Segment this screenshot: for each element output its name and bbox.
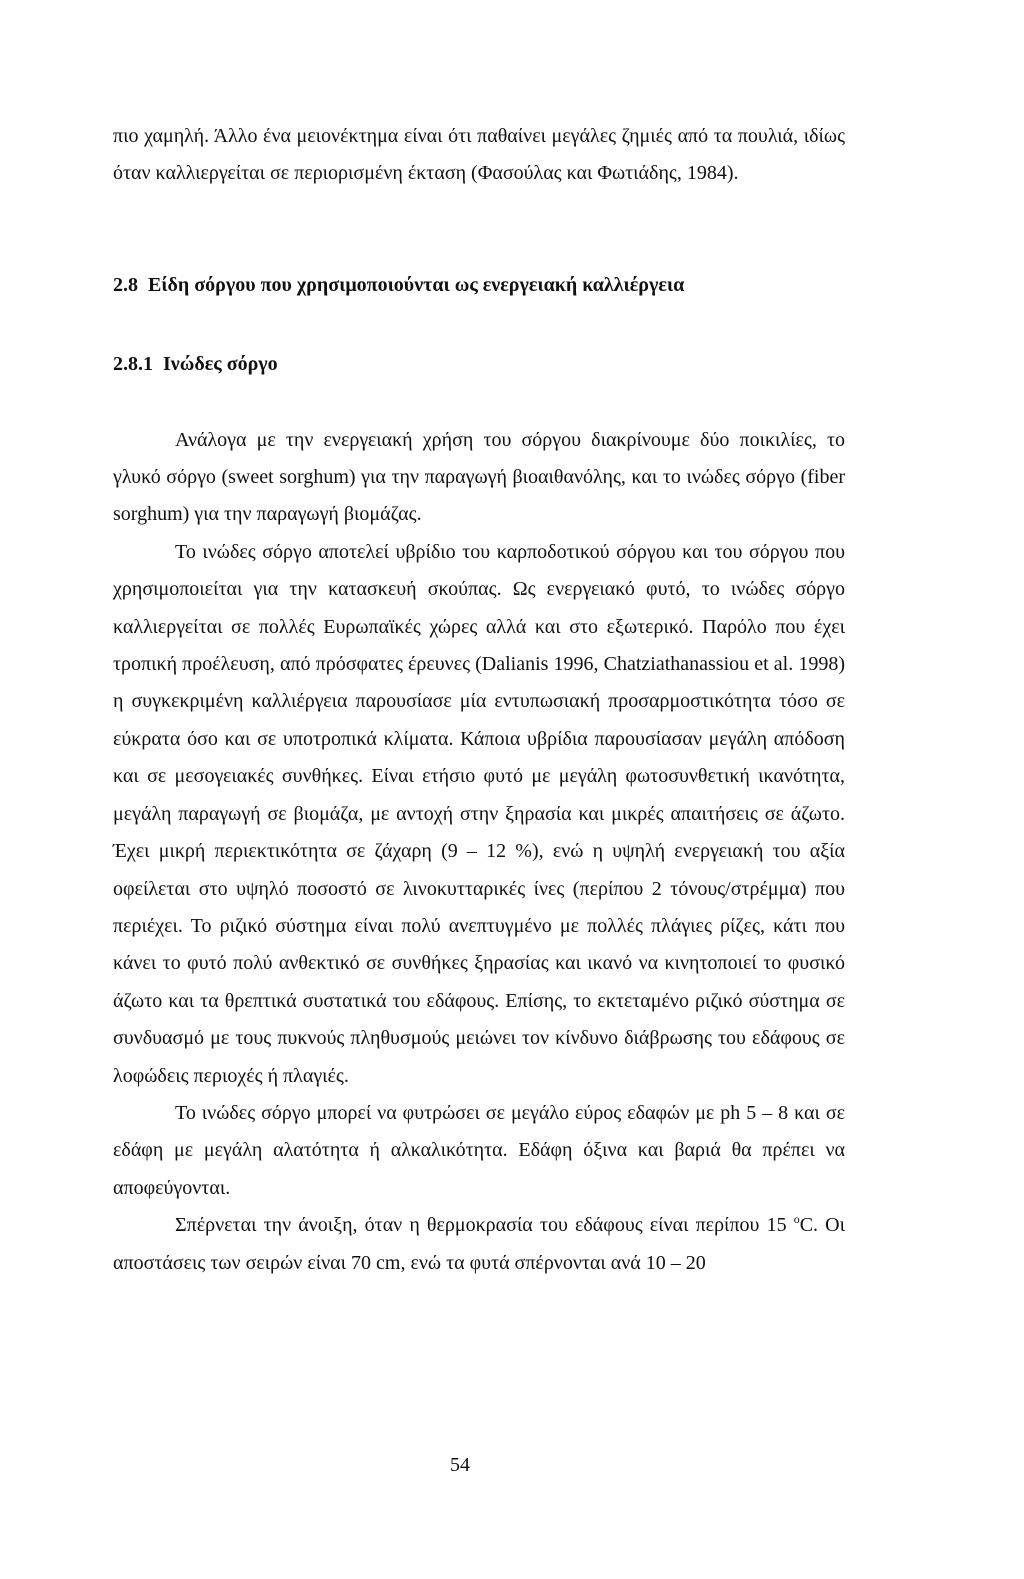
subsection-title: Ινώδες σόργο	[163, 353, 278, 376]
section-number: 2.8	[113, 273, 138, 296]
paragraph-continued: πιο χαμηλή. Άλλο ένα μειονέκτημα είναι ότι παθαίνει μεγάλες ζημιές από τα πουλιά, ιδίως όταν καλλιεργείται σε περιορισμένη έκταση (Φασούλας και Φωτιάδης, 1984).	[113, 125, 845, 185]
sowing-text-start: Σπέρνεται την άνοιξη, όταν η θερμοκρασία του εδάφους είναι περίπου 15	[175, 1214, 794, 1237]
paragraph-sowing	[113, 1207, 845, 1282]
paragraph-fiber-sorghum: Το ινώδες σόργο αποτελεί υβρίδιο του καρποδοτικού σόργου και του σόργου που χρησιμοποιείται για την κατασκευή σκούπας. Ως ενεργειακό φυτό, το ινώδες σόργο καλλιεργείται σε πολλές Ευρωπαϊκές χώρες αλλά και στο εξωτερικό. Παρόλο που έχει τροπική προέλευση, από πρόσφατες έρευνες (Dalianis 1996, Chatziathanassiou et al. 1998) η συγκεκριμένη καλλιέργεια παρουσίασε μία εντυπωσιακή προσαρμοστικότητα τόσο σε εύκρατα όσο και σε υποτροπικά κλίματα. Κάποια υβρίδια παρουσίασαν μεγάλη απόδοση και σε μεσογειακές συνθήκες. Είναι ετήσιο φυτό με μεγάλη φωτοσυνθετική ικανότητα, μεγάλη παραγωγή σε βιομάζα, με αντοχή στην ξηρασία και μικρές απαιτήσεις σε άζωτο. Έχει μικρή περιεκτικότητα σε ζάχαρη (9 – 12 %), ενώ η υψηλή ενεργειακή του αξία οφείλεται στο υψηλό ποσοστό σε λινοκυτταρικές ίνες (περίπου 2 τόνους/στρέμμα) που περιέχει. Το ριζικό σύστημα είναι πολύ ανεπτυγμένο με πολλές πλάγιες ρίζες, κάτι που κάνει το φυτό πολύ ανθεκτικό σε συνθήκες ξηρασίας και ικανό να κινητοποιεί το φυσικό άζωτο και τα θρεπτικά συστατικά του εδάφους. Επίσης, το εκτεταμένο ριζικό σύστημα σε συνδυασμό με τους πυκνούς πληθυσμούς μειώνει τον κίνδυνο διάβρωσης του εδάφους σε λοφώδεις περιοχές ή πλαγιές.	[113, 540, 845, 1087]
degree-superscript: o	[793, 1212, 800, 1227]
section-heading	[113, 267, 845, 304]
document-body	[113, 118, 845, 1282]
section-title: Είδη σόργου που χρησιμοποιούνται ως ενεργειακή καλλιέργεια	[148, 273, 685, 296]
subsection-number: 2.8.1	[113, 353, 153, 376]
subsection-heading	[113, 346, 845, 383]
paragraph-soil-requirements: Το ινώδες σόργο μπορεί να φυτρώσει σε μεγάλο εύρος εδαφών με ph 5 – 8 και σε εδάφη με μεγάλη αλατότητα ή αλκαλικότητα. Εδάφη όξινα και βαριά θα πρέπει να αποφεύγονται.	[113, 1101, 845, 1199]
page-number: 54	[450, 1454, 470, 1476]
paragraph-varieties: Ανάλογα με την ενεργειακή χρήση του σόργου διακρίνουμε δύο ποικιλίες, το γλυκό σόργο (sweet sorghum) για την παραγωγή βιοαιθανόλης, και το ινώδες σόργο (fiber sorghum) για την παραγωγή βιομάζας.	[113, 428, 845, 526]
sowing-text-end: C. Οι αποστάσεις των σειρών είναι 70 cm, ενώ τα φυτά σπέρνονται ανά 10 – 20	[113, 1214, 845, 1274]
